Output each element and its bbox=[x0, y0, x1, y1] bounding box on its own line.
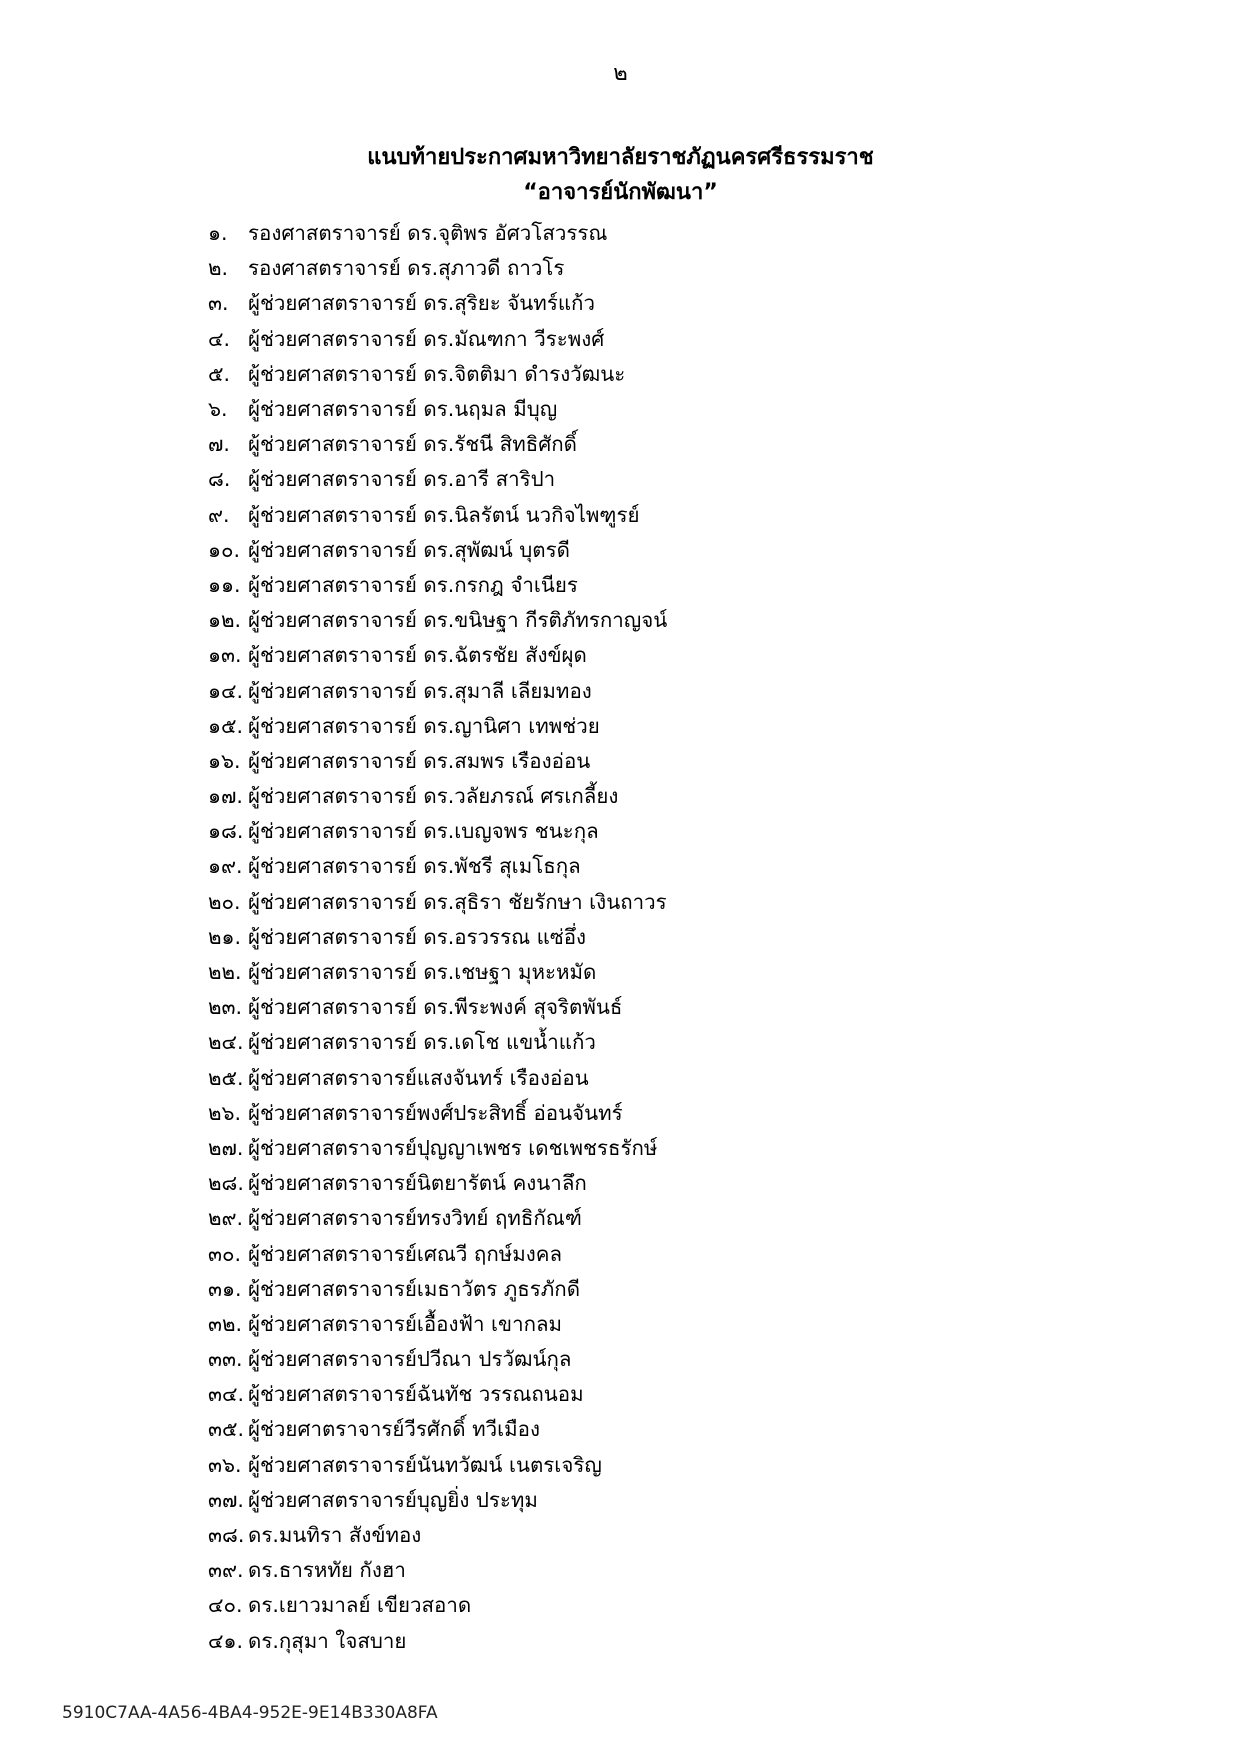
list-item bbox=[208, 1307, 667, 1342]
item-name: ดร.มนทิรา สังข์ทอง bbox=[248, 1523, 422, 1548]
list-item bbox=[208, 357, 667, 392]
item-number: ๒๖. bbox=[208, 1100, 242, 1125]
item-name: ผู้ช่วยศาสตราจารย์ฉันทัช วรรณถนอม bbox=[248, 1382, 584, 1407]
item-number: ๒๒. bbox=[208, 960, 242, 985]
list-item bbox=[208, 392, 667, 427]
item-name: ผู้ช่วยศาสตราจารย์ปุญญาเพชร เดชเพชรธรักษ์ bbox=[248, 1135, 658, 1160]
page-number: ๒ bbox=[613, 61, 628, 86]
list-item bbox=[208, 814, 667, 849]
item-name: ผู้ช่วยศาสตราจารย์ ดร.สุมาลี เลียมทอง bbox=[248, 678, 592, 703]
item-number: ๔๑. bbox=[208, 1628, 244, 1653]
list-item bbox=[208, 673, 667, 708]
item-name: ผู้ช่วยศาสตราจารย์เศณวี ฤกษ์มงคล bbox=[248, 1241, 563, 1266]
item-number: ๓๔. bbox=[208, 1382, 245, 1407]
item-number: ๒๔. bbox=[208, 1030, 244, 1055]
list-item bbox=[208, 603, 667, 638]
item-number: ๑๒. bbox=[208, 608, 242, 633]
list-item bbox=[208, 1448, 667, 1483]
item-number: ๓๖. bbox=[208, 1452, 242, 1477]
item-name: ผู้ช่วยศาสตราจารย์แสงจันทร์ เรืองอ่อน bbox=[248, 1065, 589, 1090]
item-number: ๓๐. bbox=[208, 1241, 242, 1266]
item-name: ผู้ช่วยศาตราจารย์วีรศักดิ์ ทวีเมือง bbox=[248, 1417, 540, 1442]
item-number: ๓๒. bbox=[208, 1311, 243, 1336]
item-number: ๗. bbox=[208, 432, 230, 457]
item-name: ผู้ช่วยศาสตราจารย์ ดร.อรวรรณ แซ่อึ่ง bbox=[248, 924, 587, 949]
list-item bbox=[208, 1096, 667, 1131]
list-item bbox=[208, 1553, 667, 1588]
document-id-footer: 5910C7AA-4A56-4BA4-952E-9E14B330A8FA bbox=[62, 1703, 438, 1723]
item-name: ผู้ช่วยศาสตราจารย์ ดร.สุริยะ จันทร์แก้ว bbox=[248, 291, 595, 316]
list-item bbox=[208, 286, 667, 321]
item-number: ๒๕. bbox=[208, 1065, 244, 1090]
list-item bbox=[208, 322, 667, 357]
item-number: ๒๓. bbox=[208, 995, 243, 1020]
item-name: ผู้ช่วยศาสตราจารย์ ดร.เดโช แขน้ำแก้ว bbox=[248, 1030, 596, 1055]
item-number: ๓๓. bbox=[208, 1347, 243, 1372]
item-number: ๑๑. bbox=[208, 572, 241, 597]
list-item bbox=[208, 849, 667, 884]
list-item bbox=[208, 1236, 667, 1271]
list-item bbox=[208, 1061, 667, 1096]
item-number: ๑๘. bbox=[208, 819, 244, 844]
item-name: ดร.ธารหทัย กังฮา bbox=[248, 1558, 406, 1583]
item-number: ๙. bbox=[208, 502, 230, 527]
list-item bbox=[208, 1025, 667, 1060]
list-item bbox=[208, 427, 667, 462]
list-item bbox=[208, 1624, 667, 1659]
item-number: ๔๐. bbox=[208, 1593, 243, 1618]
item-number: ๓. bbox=[208, 291, 229, 316]
item-name: ผู้ช่วยศาสตราจารย์ ดร.จิตติมา ดำรงวัฒนะ bbox=[248, 361, 626, 386]
item-name: ดร.เยาวมาลย์ เขียวสอาด bbox=[248, 1593, 472, 1618]
item-name: ผู้ช่วยศาสตราจารย์ ดร.เชษฐา มุหะหมัด bbox=[248, 960, 597, 985]
item-number: ๒. bbox=[208, 256, 229, 281]
item-name: ผู้ช่วยศาสตราจารย์ปวีณา ปรวัฒน์กุล bbox=[248, 1347, 572, 1372]
list-item bbox=[208, 216, 667, 251]
item-name: ผู้ช่วยศาสตราจารย์เมธาวัตร ภูธรภักดี bbox=[248, 1276, 581, 1301]
list-item bbox=[208, 533, 667, 568]
item-number: ๓๕. bbox=[208, 1417, 245, 1442]
list-item bbox=[208, 1518, 667, 1553]
item-name: ผู้ช่วยศาสตราจารย์ ดร.เบญจพร ชนะกุล bbox=[248, 819, 599, 844]
list-item bbox=[208, 885, 667, 920]
item-name: ผู้ช่วยศาสตราจารย์ ดร.กรกฎ จำเนียร bbox=[248, 572, 578, 597]
item-name: ผู้ช่วยศาสตราจารย์ ดร.นฤมล มีบุญ bbox=[248, 397, 558, 422]
list-item bbox=[208, 1412, 667, 1447]
item-number: ๑๐. bbox=[208, 537, 241, 562]
item-name: ผู้ช่วยศาสตราจารย์ ดร.สุธิรา ชัยรักษา เงินถาวร bbox=[248, 889, 667, 914]
list-item bbox=[208, 1588, 667, 1623]
item-number: ๑. bbox=[208, 221, 228, 246]
item-number: ๑๙. bbox=[208, 854, 243, 879]
item-name: ผู้ช่วยศาสตราจารย์ ดร.ฉัตรชัย สังข์ผุด bbox=[248, 643, 587, 668]
item-name: ดร.กุสุมา ใจสบาย bbox=[248, 1628, 407, 1653]
item-number: ๑๖. bbox=[208, 748, 241, 773]
item-number: ๖. bbox=[208, 397, 228, 422]
item-name: รองศาสตราจารย์ ดร.สุภาวดี ถาวโร bbox=[248, 256, 565, 281]
item-name: ผู้ช่วยศาสตราจารย์บุญยิ่ง ประทุม bbox=[248, 1487, 538, 1512]
list-item bbox=[208, 1201, 667, 1236]
item-name: ผู้ช่วยศาสตราจารย์นิตยารัตน์ คงนาลึก bbox=[248, 1171, 587, 1196]
item-number: ๑๗. bbox=[208, 784, 243, 809]
item-number: ๒๗. bbox=[208, 1135, 244, 1160]
list-item bbox=[208, 744, 667, 779]
list-item bbox=[208, 1342, 667, 1377]
item-number: ๑๕. bbox=[208, 713, 244, 738]
list-item bbox=[208, 638, 667, 673]
item-name: ผู้ช่วยศาสตราจารย์ ดร.วลัยภรณ์ ศรเกลี้ยง bbox=[248, 784, 619, 809]
list-item bbox=[208, 1377, 667, 1412]
list-item bbox=[208, 1483, 667, 1518]
item-number: ๒๙. bbox=[208, 1206, 244, 1231]
item-name: ผู้ช่วยศาสตราจารย์ ดร.อารี สาริปา bbox=[248, 467, 556, 492]
list-item bbox=[208, 498, 667, 533]
item-number: ๔. bbox=[208, 326, 231, 351]
item-number: ๑๓. bbox=[208, 643, 242, 668]
item-name: ผู้ช่วยศาสตราจารย์ ดร.สมพร เรืองอ่อน bbox=[248, 748, 591, 773]
list-item bbox=[208, 955, 667, 990]
list-item bbox=[208, 1272, 667, 1307]
document-subtitle: “อาจารย์นักพัฒนา” bbox=[523, 180, 718, 205]
item-name: ผู้ช่วยศาสตราจารย์ ดร.ขนิษฐา กีรติภัทรกาญจน์ bbox=[248, 608, 668, 633]
item-name: ผู้ช่วยศาสตราจารย์ ดร.มัณฑกา วีระพงศ์ bbox=[248, 326, 605, 351]
item-name: ผู้ช่วยศาสตราจารย์นันทวัฒน์ เนตรเจริญ bbox=[248, 1452, 602, 1477]
list-item bbox=[208, 568, 667, 603]
item-name: ผู้ช่วยศาสตราจารย์พงศ์ประสิทธิ์ อ่อนจันทร์ bbox=[248, 1100, 623, 1125]
item-name: ผู้ช่วยศาสตราจารย์ ดร.พัชรี สุเมโธกุล bbox=[248, 854, 581, 879]
list-item bbox=[208, 920, 667, 955]
item-name: ผู้ช่วยศาสตราจารย์ ดร.รัชนี สิทธิศักดิ์ bbox=[248, 432, 577, 457]
list-item bbox=[208, 1166, 667, 1201]
item-number: ๓๗. bbox=[208, 1487, 244, 1512]
list-item bbox=[208, 990, 667, 1025]
item-number: ๒๐. bbox=[208, 889, 241, 914]
item-number: ๒๑. bbox=[208, 924, 242, 949]
list-item bbox=[208, 251, 667, 286]
item-name: รองศาสตราจารย์ ดร.จุติพร อัศวโสวรรณ bbox=[248, 221, 608, 246]
item-number: ๒๘. bbox=[208, 1171, 244, 1196]
list-item bbox=[208, 462, 667, 497]
item-number: ๓๙. bbox=[208, 1558, 244, 1583]
item-number: ๓๑. bbox=[208, 1276, 242, 1301]
item-number: ๕. bbox=[208, 361, 231, 386]
item-name: ผู้ช่วยศาสตราจารย์เอื้องฟ้า เขากลม bbox=[248, 1311, 563, 1336]
list-item bbox=[208, 779, 667, 814]
item-name: ผู้ช่วยศาสตราจารย์ ดร.สุพัฒน์ บุตรดี bbox=[248, 537, 570, 562]
item-name: ผู้ช่วยศาสตราจารย์ ดร.นิลรัตน์ นวกิจไพฑูรย์ bbox=[248, 502, 640, 527]
item-number: ๓๘. bbox=[208, 1523, 245, 1548]
list-item bbox=[208, 1131, 667, 1166]
document-title: แนบท้ายประกาศมหาวิทยาลัยราชภัฏนครศรีธรรมราช bbox=[367, 145, 874, 170]
list-item bbox=[208, 709, 667, 744]
item-name: ผู้ช่วยศาสตราจารย์ทรงวิทย์ ฤทธิกัณฑ์ bbox=[248, 1206, 582, 1231]
item-name: ผู้ช่วยศาสตราจารย์ ดร.พีระพงค์ สุจริตพันธ์ bbox=[248, 995, 623, 1020]
item-name: ผู้ช่วยศาสตราจารย์ ดร.ญานิศา เทพช่วย bbox=[248, 713, 600, 738]
item-number: ๘. bbox=[208, 467, 231, 492]
item-number: ๑๔. bbox=[208, 678, 244, 703]
name-list bbox=[208, 216, 667, 1659]
